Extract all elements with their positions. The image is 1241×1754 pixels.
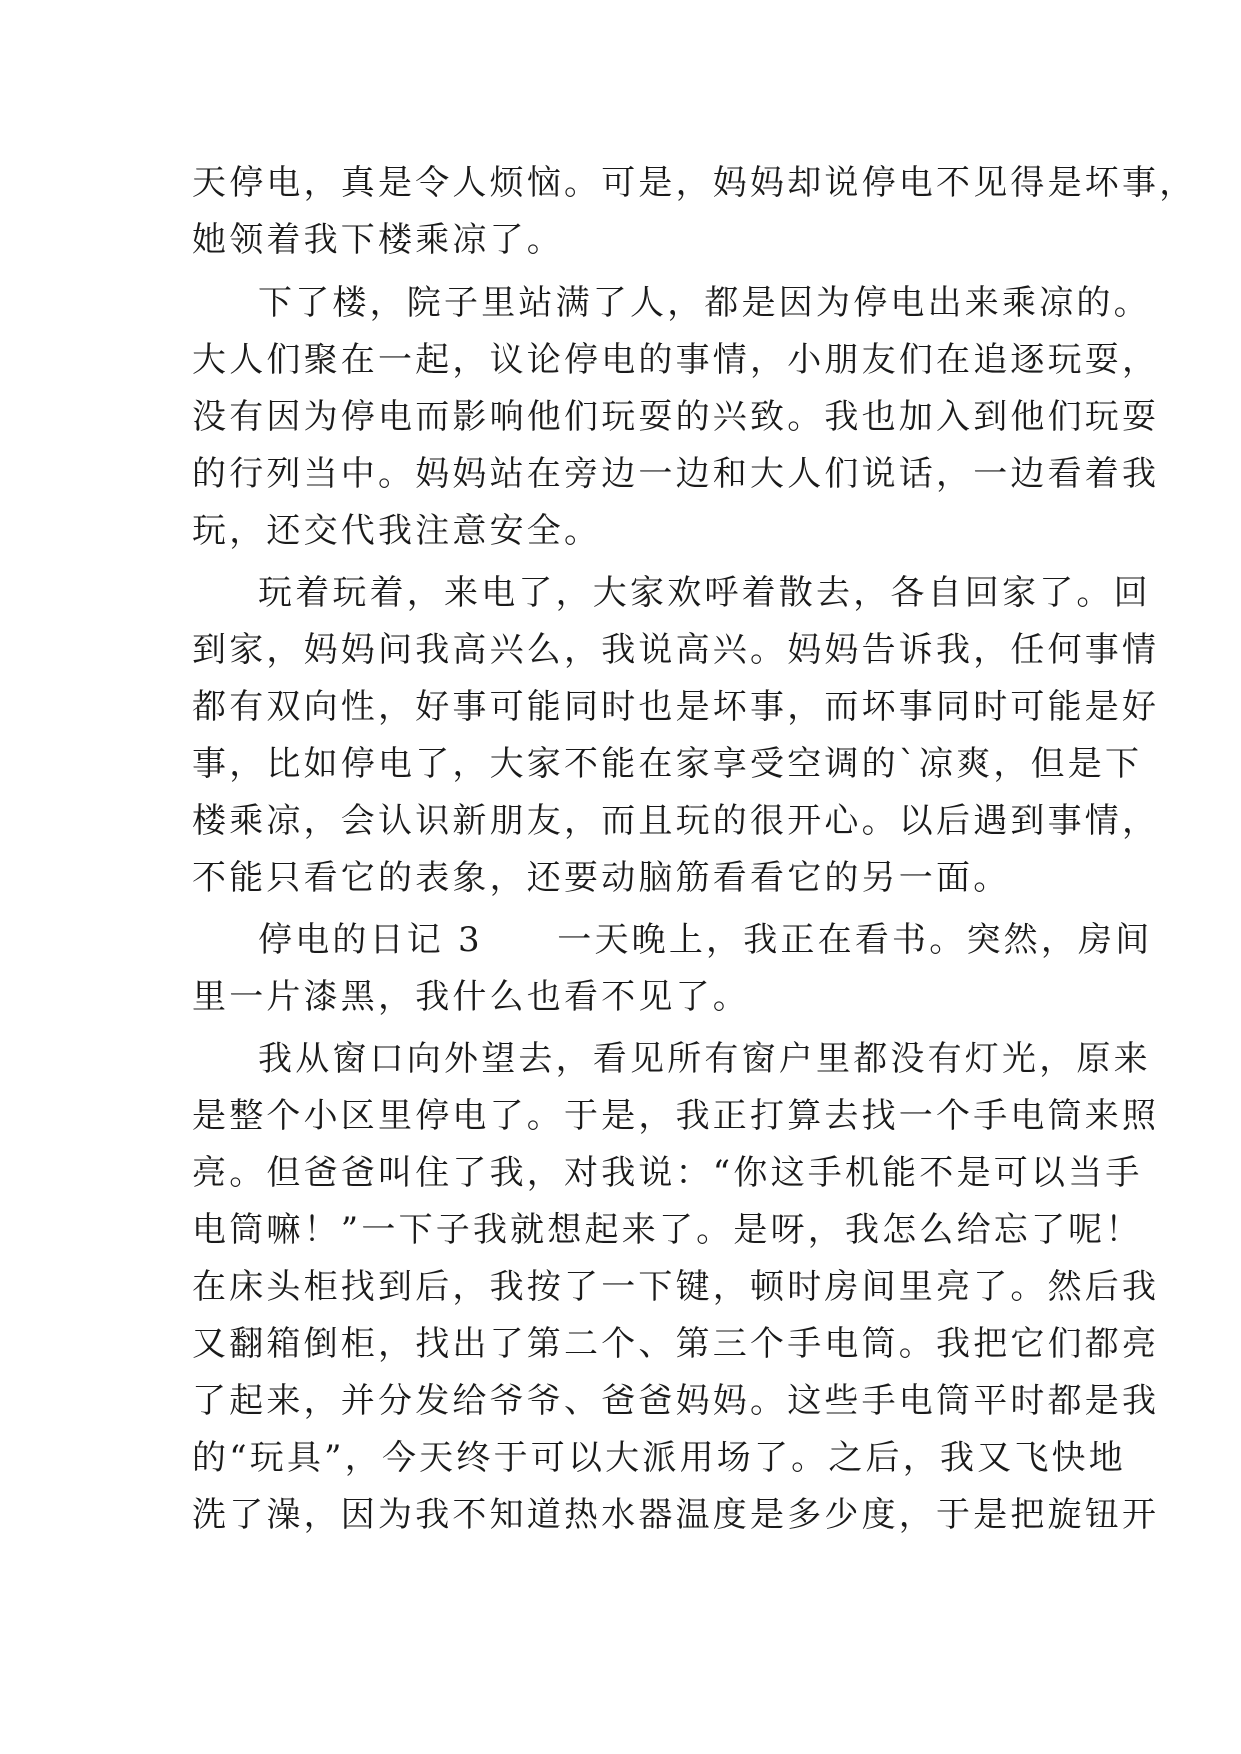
text-line: 她领着我下楼乘凉了。 [192,220,564,260]
text-line: 事，比如停电了，大家不能在家享受空调的`凉爽，但是下 [192,744,1143,784]
paragraph-start-line: 下了楼，院子里站满了人，都是因为停电出来乘凉的。 [258,283,1151,323]
text-line: 玩，还交代我注意安全。 [192,511,602,551]
text-line: 的“玩具”，今天终于可以大派用场了。之后，我又飞快地 [192,1438,1126,1478]
text-line: 大人们聚在一起，议论停电的事情，小朋友们在追逐玩耍， [192,340,1160,380]
text-line: 电筒嘛！”一下子我就想起来了。是呀，我怎么给忘了呢！ [192,1210,1143,1250]
paragraph-start-line: 玩着玩着，来电了，大家欢呼着散去，各自回家了。回 [258,573,1151,613]
text-line: 没有因为停电而影响他们玩耍的兴致。我也加入到他们玩耍 [192,397,1160,437]
text-line: 不能只看它的表象，还要动脑筋看看它的另一面。 [192,858,1011,898]
text-line: 到家，妈妈问我高兴么，我说高兴。妈妈告诉我，任何事情 [192,630,1160,670]
section-heading-line: 停电的日记 3 一天晚上，我正在看书。突然，房间 [258,920,1153,960]
text-line: 亮。但爸爸叫住了我，对我说：“你这手机能不是可以当手 [192,1153,1143,1193]
text-line: 里一片漆黑，我什么也看不见了。 [192,977,750,1017]
text-line: 了起来，并分发给爷爷、爸爸妈妈。这些手电筒平时都是我 [192,1381,1160,1421]
paragraph-start-line: 我从窗口向外望去，看见所有窗户里都没有灯光，原来 [258,1039,1151,1079]
text-line: 天停电，真是令人烦恼。可是，妈妈却说停电不见得是坏事， [192,163,1197,203]
text-line: 洗了澡，因为我不知道热水器温度是多少度，于是把旋钮开 [192,1495,1160,1535]
text-line: 的行列当中。妈妈站在旁边一边和大人们说话，一边看着我 [192,454,1160,494]
text-line: 楼乘凉，会认识新朋友，而且玩的很开心。以后遇到事情， [192,801,1160,841]
text-line: 又翻箱倒柜，找出了第二个、第三个手电筒。我把它们都亮 [192,1324,1160,1364]
text-line: 是整个小区里停电了。于是，我正打算去找一个手电筒来照 [192,1096,1160,1136]
text-line: 在床头柜找到后，我按了一下键，顿时房间里亮了。然后我 [192,1267,1160,1307]
text-line: 都有双向性，好事可能同时也是坏事，而坏事同时可能是好 [192,687,1160,727]
